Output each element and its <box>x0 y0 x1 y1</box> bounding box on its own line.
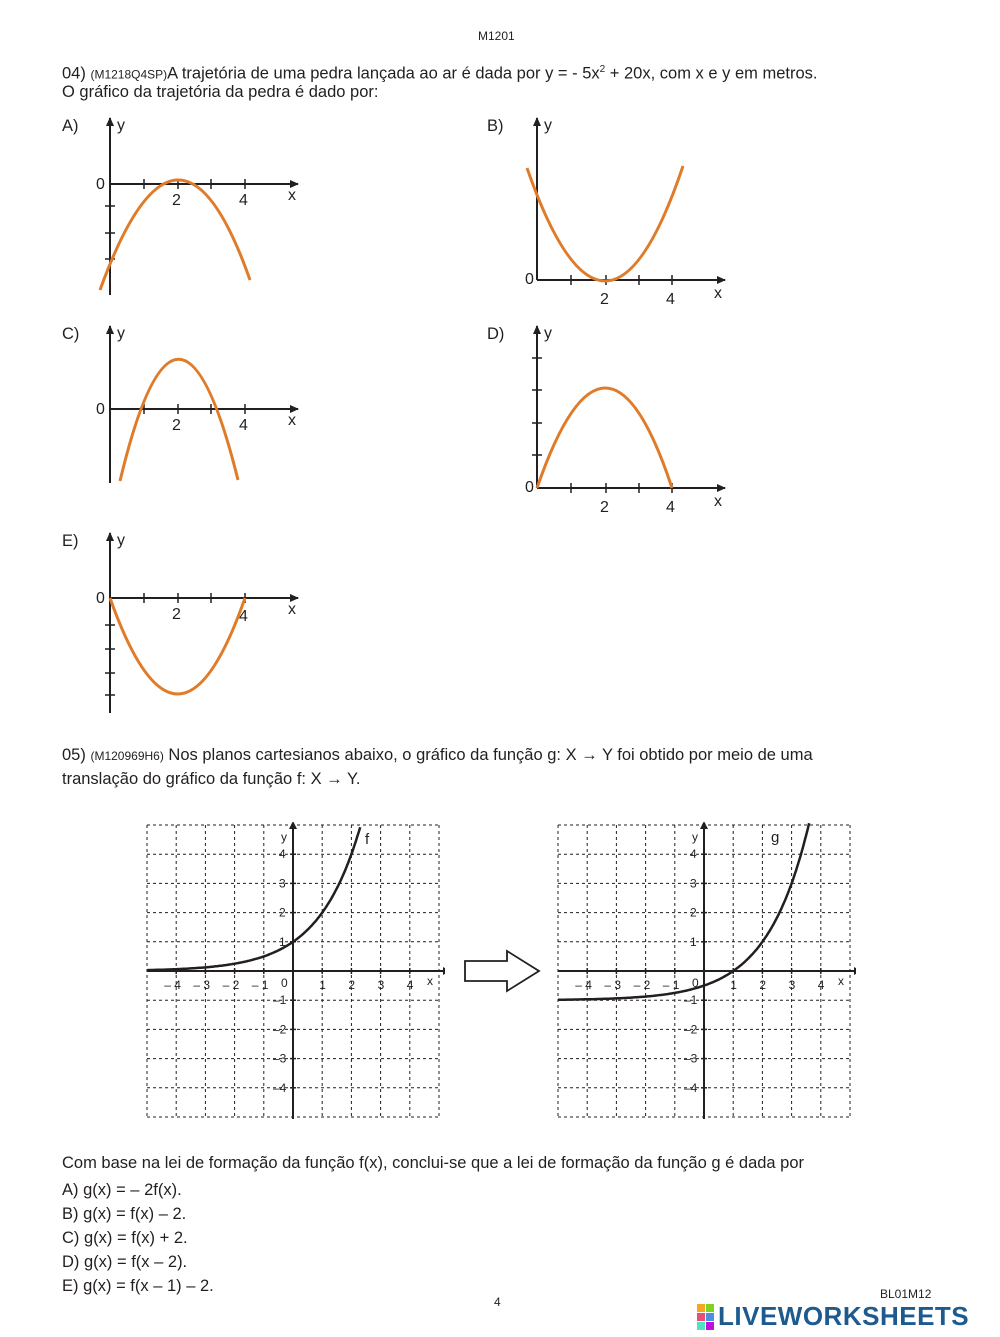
x-axis-label: x <box>714 285 722 302</box>
tick-labels <box>164 830 433 1095</box>
tick-2-label: 2 <box>600 291 609 305</box>
y-tick-label: –1 <box>273 993 287 1008</box>
graph-f <box>145 822 445 1124</box>
question-5-line2: translação do gráfico da função f: X → Y. <box>62 770 361 788</box>
tick-2-label: 2 <box>172 606 181 623</box>
question-number: 05) <box>62 746 86 764</box>
origin-label: 0 <box>692 976 699 990</box>
graph-g <box>556 822 856 1124</box>
x-tick-label: 1 <box>319 978 326 992</box>
brand-name: LIVEWORKSHEETS <box>718 1301 970 1331</box>
question-text: A trajetória de uma pedra lançada ao ar é dada por y = - 5x <box>167 64 600 83</box>
y-axis-label: y <box>544 325 552 342</box>
parabola-curve <box>537 388 672 488</box>
graph-option-a[interactable] <box>90 110 320 300</box>
axes <box>558 822 856 1119</box>
option-d-label[interactable]: D) <box>487 325 505 343</box>
x-tick-label: – 4 <box>164 978 181 992</box>
y-tick-label: –4 <box>684 1080 698 1095</box>
y-axis-label: y <box>692 830 698 844</box>
y-tick-label: 1 <box>279 934 286 949</box>
question-5-statement <box>62 744 962 768</box>
y-tick-label: 2 <box>690 905 697 920</box>
function-g-curve <box>558 823 809 1000</box>
y-tick-label: –4 <box>273 1080 287 1095</box>
y-axis-label: y <box>117 325 125 342</box>
logo-blocks-icon <box>697 1304 714 1330</box>
page-code: M1201 <box>478 29 515 43</box>
y-axis-label: y <box>281 830 287 844</box>
exponent: 2 <box>599 64 606 75</box>
x-axis-label: x <box>288 412 296 429</box>
question-number: 04) <box>62 64 86 83</box>
question-4-line2: O gráfico da trajetória da pedra é dado por: <box>62 83 379 101</box>
y-tick-label: 2 <box>279 905 286 920</box>
x-axis-label: x <box>288 187 296 204</box>
x-tick-label: 2 <box>759 978 767 992</box>
tick-labels <box>575 830 844 1095</box>
option-a-label[interactable]: A) <box>62 117 79 135</box>
x-tick-label: 1 <box>730 978 737 992</box>
x-tick-label: – 4 <box>575 978 592 992</box>
y-tick-label: 4 <box>279 847 286 862</box>
answer-b[interactable]: B) g(x) = f(x) – 2. <box>62 1205 187 1223</box>
x-axis-label: x <box>838 974 844 988</box>
x-tick-label: 4 <box>817 978 825 992</box>
question-5-prompt: Com base na lei de formação da função f(x), conclui-se que a lei de formação da função g é dada por <box>62 1154 805 1172</box>
x-axis-label: x <box>714 493 722 510</box>
x-tick-label: – 2 <box>633 978 651 992</box>
x-axis-label: x <box>288 601 296 618</box>
y-axis-label: y <box>117 117 125 134</box>
x-tick-label: – 1 <box>251 978 269 992</box>
tick-2-label: 2 <box>172 417 181 434</box>
answer-a[interactable]: A) g(x) = – 2f(x). <box>62 1181 182 1199</box>
graph-option-d[interactable] <box>515 318 745 518</box>
page-number: 4 <box>494 1295 501 1309</box>
doc-code: BL01M12 <box>880 1287 932 1301</box>
parabola-curve <box>527 166 683 281</box>
y-tick-label: 3 <box>690 876 697 891</box>
question-code: (M1218Q4SP) <box>90 67 168 82</box>
y-axis-label: y <box>544 117 552 134</box>
option-b-label[interactable]: B) <box>487 117 504 135</box>
tick-4-label: 4 <box>239 608 248 625</box>
y-tick-label: –3 <box>273 1051 287 1066</box>
tick-4-label: 4 <box>239 192 248 209</box>
y-tick-label: 3 <box>279 876 286 891</box>
liveworksheets-logo <box>697 1301 969 1332</box>
tick-4-label: 4 <box>666 499 675 516</box>
x-tick-label: – 3 <box>193 978 211 992</box>
x-tick-label: – 2 <box>222 978 240 992</box>
x-tick-label: 3 <box>377 978 385 992</box>
y-tick-label: –3 <box>684 1051 698 1066</box>
graph-option-b[interactable] <box>515 110 745 305</box>
y-tick-label: –2 <box>684 1022 698 1037</box>
origin-label: 0 <box>96 176 105 193</box>
y-arrow-icon <box>700 822 708 829</box>
question-code: (M120969H6) <box>90 749 164 763</box>
x-tick-label: – 3 <box>604 978 622 992</box>
x-tick-label: 4 <box>406 978 414 992</box>
x-tick-label: 2 <box>348 978 356 992</box>
tick-2-label: 2 <box>600 499 609 516</box>
graph-option-c[interactable] <box>90 318 320 493</box>
tick-4-label: 4 <box>239 417 248 434</box>
x-arrow-icon <box>443 967 445 975</box>
option-e-label[interactable]: E) <box>62 532 79 550</box>
y-axis-label: y <box>117 532 125 549</box>
x-axis-label: x <box>427 974 433 988</box>
y-arrow-icon <box>289 822 297 829</box>
x-tick-label: – 1 <box>662 978 680 992</box>
y-tick-label: –2 <box>273 1022 287 1037</box>
function-f-curve <box>147 827 360 970</box>
question-text-cont: + 20x, com x e y em metros. <box>605 64 818 83</box>
option-c-label[interactable]: C) <box>62 325 80 343</box>
question-text: Nos planos cartesianos abaixo, o gráfico da função g: X → Y foi obtido por meio de uma <box>168 746 813 764</box>
x-tick-label: 3 <box>788 978 796 992</box>
curve-label-f: f <box>365 831 370 848</box>
ticks <box>532 358 672 493</box>
answer-c[interactable]: C) g(x) = f(x) + 2. <box>62 1229 188 1247</box>
x-arrow-icon <box>854 967 856 975</box>
axes <box>147 822 445 1119</box>
tick-4-label: 4 <box>666 291 675 305</box>
origin-label: 0 <box>525 271 534 288</box>
origin-label: 0 <box>281 976 288 990</box>
origin-label: 0 <box>525 479 534 496</box>
answer-d[interactable]: D) g(x) = f(x – 2). <box>62 1253 188 1271</box>
answer-e[interactable]: E) g(x) = f(x – 1) – 2. <box>62 1277 214 1295</box>
transform-arrow-icon <box>462 948 544 994</box>
graph-option-e[interactable] <box>90 525 320 715</box>
origin-label: 0 <box>96 590 105 607</box>
tick-2-label: 2 <box>172 192 181 209</box>
curve-label-g: g <box>771 829 780 846</box>
origin-label: 0 <box>96 401 105 418</box>
y-tick-label: 1 <box>690 934 697 949</box>
y-tick-label: –1 <box>684 993 698 1008</box>
y-tick-label: 4 <box>690 847 697 862</box>
